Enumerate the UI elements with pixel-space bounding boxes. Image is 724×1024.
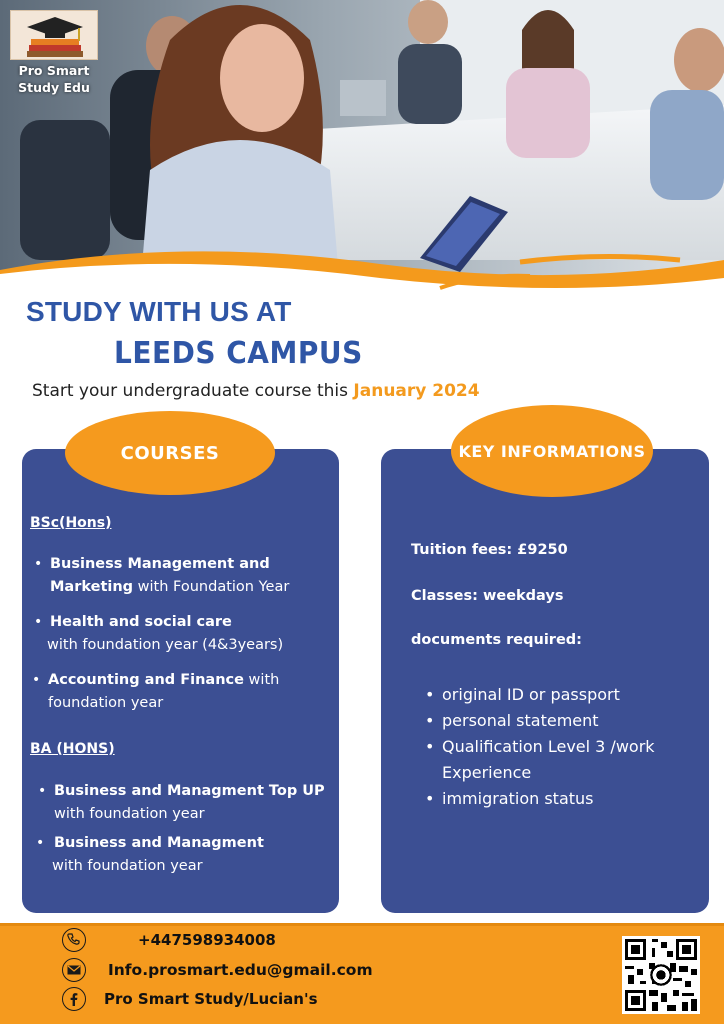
logo-text: Pro Smart Study Edu (18, 63, 90, 95)
ba-list (34, 780, 338, 826)
documents-title: documents required: (411, 632, 582, 648)
headline: STUDY WITH US AT (26, 296, 292, 327)
logo (10, 10, 98, 96)
phone-icon (62, 928, 86, 952)
start-date-highlight: January 2024 (353, 381, 480, 401)
list-item: • Qualification Level 3 /work Experience (422, 734, 692, 786)
list-item: • personal statement (422, 708, 692, 734)
bsc-list-3 (28, 669, 328, 715)
list-item: • immigration status (422, 786, 692, 812)
email-contact[interactable] (62, 958, 373, 982)
bsc-title: BSc(Hons) (30, 515, 112, 531)
ba-list-2 (32, 832, 332, 878)
list-item: • Business and Managment Top UP with foundation year (34, 780, 338, 826)
list-item: • Health and social care with foundation year (4&3years) (30, 611, 330, 657)
start-date-line: Start your undergraduate course this January 2024 (32, 381, 480, 401)
bsc-list (30, 553, 330, 599)
mail-icon (62, 958, 86, 982)
key-info-panel (381, 449, 709, 913)
documents-list (422, 682, 692, 812)
courses-pill: COURSES (65, 411, 275, 495)
facebook-icon (62, 987, 86, 1011)
tuition-fees: Tuition fees: £9250 (411, 542, 568, 558)
key-info-pill: KEY INFORMATIONS (451, 405, 653, 497)
phone-number: +447598934008 (138, 931, 276, 949)
graduation-cap-icon (10, 10, 98, 60)
classes-info: Classes: weekdays (411, 588, 564, 604)
facebook-contact[interactable] (62, 987, 318, 1011)
bsc-list-2 (30, 611, 330, 657)
hero-photo (0, 0, 724, 292)
email-address: Info.prosmart.edu@gmail.com (108, 961, 373, 979)
qr-code[interactable] (622, 936, 700, 1014)
facebook-page: Pro Smart Study/Lucian's (104, 990, 318, 1008)
campus-title: LEEDS CAMPUS (114, 334, 363, 371)
list-item: • Accounting and Finance with foundation year (28, 669, 328, 715)
ba-title: BA (HONS) (30, 741, 115, 757)
list-item: • Business and Managment with foundation year (32, 832, 332, 878)
phone-contact[interactable] (62, 928, 276, 952)
list-item: • original ID or passport (422, 682, 692, 708)
list-item: • Business Management and Marketing with Foundation Year (30, 553, 330, 599)
